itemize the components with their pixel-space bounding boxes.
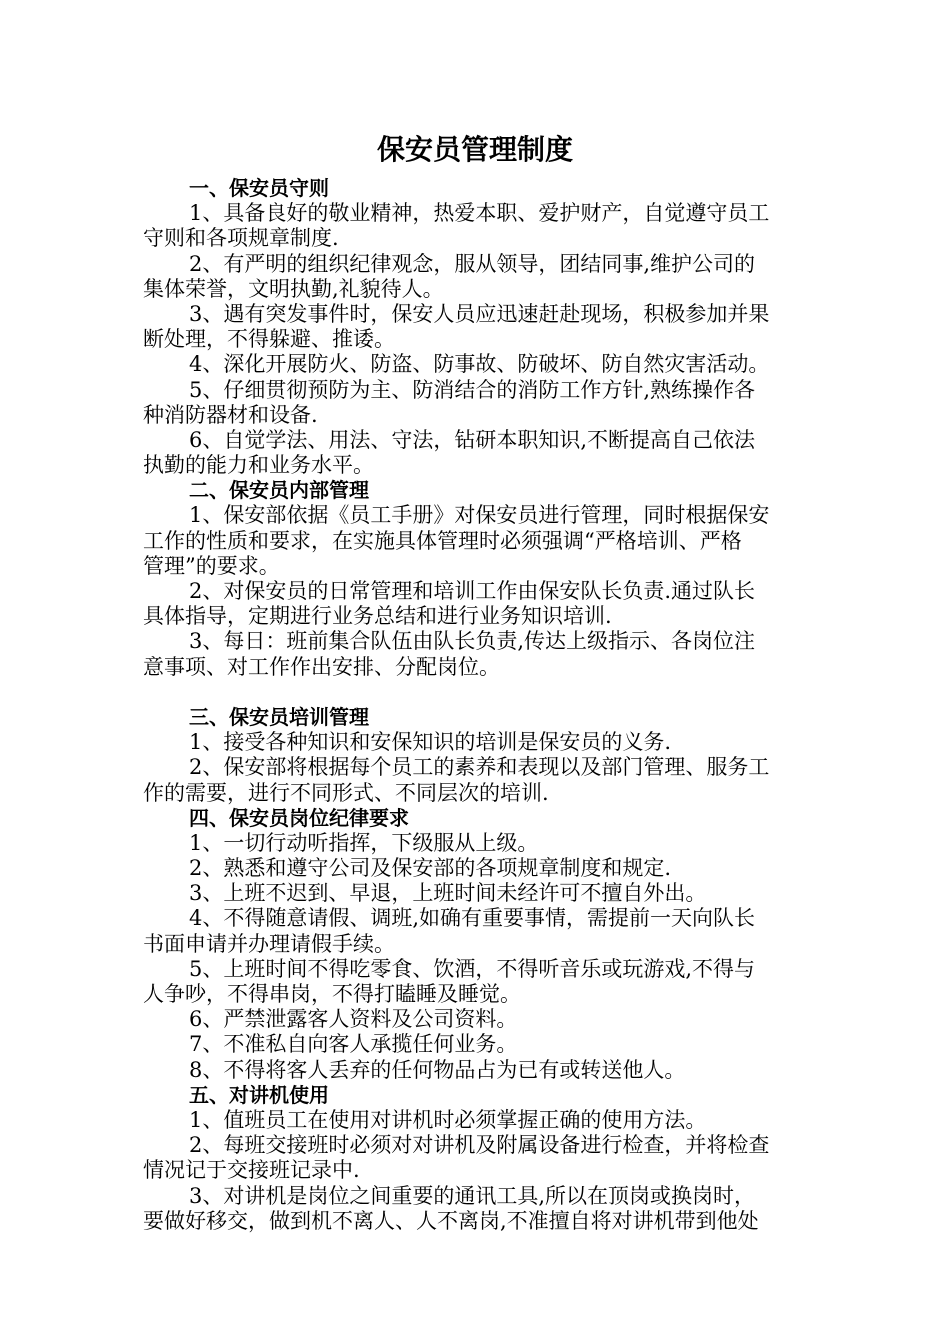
paragraph xyxy=(143,1007,807,1032)
paragraph-line: 7、不准私自向客人承揽任何业务。 xyxy=(189,1032,518,1057)
paragraph-line: 3、每日：班前集合队伍由队长负责,传达上级指示、各岗位注 xyxy=(189,629,756,654)
paragraph-line: 人争吵，不得串岗，不得打瞌睡及睡觉。 xyxy=(143,982,521,1006)
paragraph xyxy=(143,856,807,881)
document-body xyxy=(143,176,807,1234)
paragraph-line: 管理”的要求。 xyxy=(143,553,280,578)
paragraph-line: 2、保安部将根据每个员工的素养和表现以及部门管理、服务工 xyxy=(189,755,770,780)
paragraph-line: 书面申请并办理请假手续。 xyxy=(143,931,395,956)
paragraph-line: 作的需要，进行不同形式、不同层次的培训. xyxy=(143,780,549,805)
paragraph xyxy=(143,503,807,579)
section-heading: 三、保安员培训管理 xyxy=(189,704,369,729)
paragraph-line: 2、对保安员的日常管理和培训工作由保安队长负责.通过队长 xyxy=(189,579,756,603)
paragraph-line: 守则和各项规章制度. xyxy=(143,226,339,251)
paragraph-line: 3、对讲机是岗位之间重要的通讯工具,所以在顶岗或换岗时， xyxy=(189,1183,756,1208)
paragraph xyxy=(143,1058,807,1083)
paragraph xyxy=(143,428,807,478)
section-heading: 一、保安员守则 xyxy=(189,176,329,200)
paragraph-line: 3、上班不迟到、早退，上班时间未经许可不擅自外出。 xyxy=(189,881,707,906)
section-heading: 四、保安员岗位纪律要求 xyxy=(189,805,409,830)
paragraph-line: 4、深化开展防火、防盗、防事故、防破坏、防自然灾害活动。 xyxy=(189,352,770,377)
paragraph-line: 1、一切行动听指挥，下级服从上级。 xyxy=(189,830,539,855)
paragraph-line: 5、上班时间不得吃零食、饮酒，不得听音乐或玩游戏,不得与 xyxy=(189,956,756,981)
paragraph xyxy=(143,755,807,805)
paragraph xyxy=(143,1133,807,1183)
paragraph xyxy=(143,881,807,906)
paragraph-line: 断处理，不得躲避、推诿。 xyxy=(143,327,395,352)
paragraph xyxy=(143,378,807,428)
paragraph-line: 意事项、对工作作出安排、分配岗位。 xyxy=(143,654,500,679)
paragraph-line: 6、自觉学法、用法、守法，钻研本职知识,不断提高自己依法 xyxy=(189,427,756,452)
paragraph-line: 情况记于交接班记录中. xyxy=(143,1158,360,1183)
paragraph xyxy=(143,579,807,629)
paragraph xyxy=(143,957,807,1007)
paragraph-line: 要做好移交，做到机不离人、人不离岗,不准擅自将对讲机带到他处 xyxy=(143,1208,759,1233)
paragraph xyxy=(143,201,807,251)
paragraph xyxy=(143,906,807,956)
paragraph xyxy=(143,352,807,377)
paragraph xyxy=(143,629,807,679)
paragraph xyxy=(143,1032,807,1057)
paragraph-line: 集体荣誉，文明执勤,礼貌待人。 xyxy=(143,276,444,301)
paragraph-line: 1、保安部依据《员工手册》对保安员进行管理，同时根据保安 xyxy=(189,503,770,528)
document-title: 保安员管理制度 xyxy=(376,133,573,166)
paragraph-line: 具体指导，定期进行业务总结和进行业务知识培训. xyxy=(143,604,612,629)
paragraph-line: 1、接受各种知识和安保知识的培训是保安员的义务. xyxy=(189,730,672,755)
paragraph-line: 工作的性质和要求，在实施具体管理时必须强调“严格培训、严格 xyxy=(143,528,742,553)
paragraph xyxy=(143,730,807,755)
paragraph xyxy=(143,831,807,856)
paragraph-line: 2、每班交接班时必须对对讲机及附属设备进行检查，并将检查 xyxy=(189,1133,770,1158)
paragraph-line: 5、仔细贯彻预防为主、防消结合的消防工作方针,熟练操作各 xyxy=(189,377,756,402)
paragraph-line: 3、遇有突发事件时，保安人员应迅速赶赴现场，积极参加并果 xyxy=(189,301,770,326)
paragraph xyxy=(143,252,807,302)
paragraph-line: 8、不得将客人丢弃的任何物品占为已有或转送他人。 xyxy=(189,1057,686,1082)
paragraph xyxy=(143,302,807,352)
paragraph-line: 种消防器材和设备. xyxy=(143,402,318,427)
paragraph-line: 2、熟悉和遵守公司及保安部的各项规章制度和规定. xyxy=(189,856,672,881)
paragraph-line: 执勤的能力和业务水平。 xyxy=(143,453,374,478)
paragraph xyxy=(143,1108,807,1133)
blank-line xyxy=(143,680,807,705)
paragraph-line: 1、具备良好的敬业精神，热爱本职、爱护财产，自觉遵守员工 xyxy=(189,201,770,226)
paragraph xyxy=(143,1184,807,1234)
paragraph-line: 1、值班员工在使用对讲机时必须掌握正确的使用方法。 xyxy=(189,1107,707,1132)
paragraph-line: 2、有严明的组织纪律观念，服从领导，团结同事,维护公司的 xyxy=(189,251,756,276)
section-heading: 二、保安员内部管理 xyxy=(189,478,369,503)
paragraph-line: 4、不得随意请假、调班,如确有重要事情，需提前一天向队长 xyxy=(189,906,756,931)
paragraph-line: 6、严禁泄露客人资料及公司资料。 xyxy=(189,1007,518,1032)
section-heading: 五、对讲机使用 xyxy=(189,1082,329,1107)
